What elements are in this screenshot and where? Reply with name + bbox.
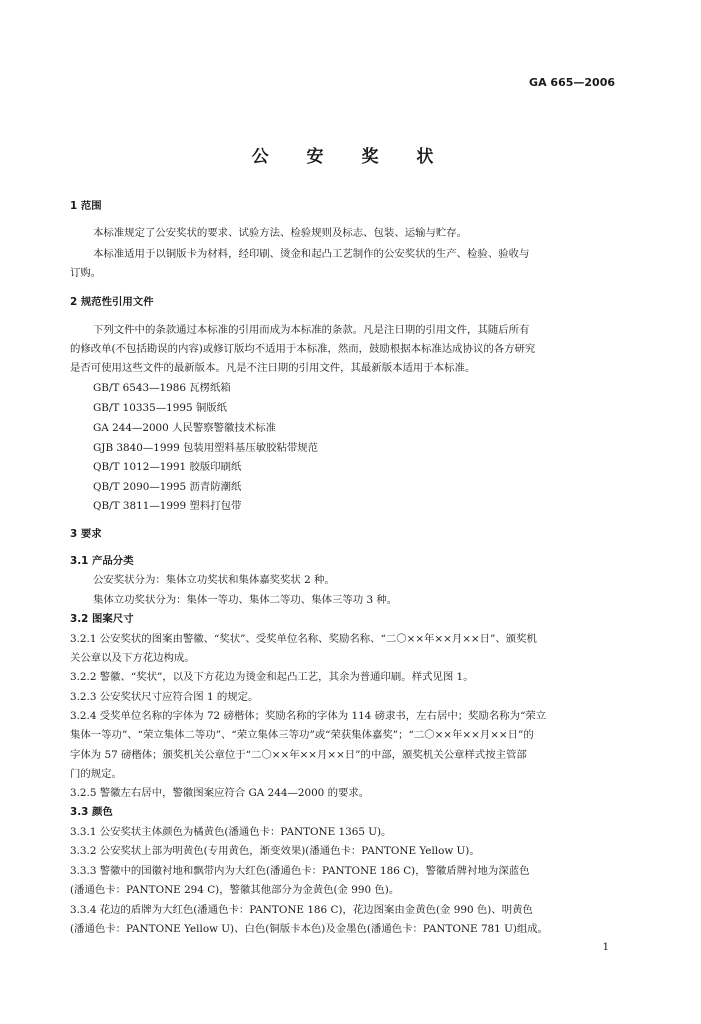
reference-item: QB/T 3811—1999 塑料打包带: [93, 500, 242, 512]
clause-line: 3.3.4 花边的盾牌为大红色(潘通色卡：PANTONE 186 C)，花边图案由金黄色(金 990 色)、明黄色: [70, 904, 533, 916]
paragraph-line: 是否可使用这些文件的最新版本。凡是不注日期的引用文件，其最新版本适用于本标准。: [70, 362, 476, 374]
section-heading: 3 要求: [70, 528, 102, 540]
paragraph-line: 集体立功奖状分为：集体一等功、集体二等功、集体三等功 3 种。: [93, 594, 398, 606]
clause-line: 3.2.3 公安奖状尺寸应符合图 1 的规定。: [70, 691, 259, 703]
paragraph-line: 本标准规定了公安奖状的要求、试验方法、检验规则及标志、包装、运输与贮存。: [93, 227, 468, 239]
clause-line: 字体为 57 磅楷体；颁奖机关公章位于“二〇××年××月××日”的中部，颁奖机关公章样式按主管部: [70, 749, 527, 761]
reference-item: GJB 3840—1999 包装用塑料基压敏胶粘带规范: [93, 442, 319, 454]
clause-line: 3.3.2 公安奖状上部为明黄色(专用黄色，渐变效果)(潘通色卡：PANTONE Yellow U)。: [70, 845, 480, 857]
clause-line: (潘通色卡：PANTONE 294 C)，警徽其他部分为金黄色(金 990 色)。: [70, 884, 400, 896]
clause-line: 3.2.2 警徽、“奖状”，以及下方花边为烫金和起凸工艺，其余为普通印刷。样式见图 1。: [70, 671, 474, 683]
standard-code: GA 665—2006: [529, 76, 615, 89]
clause-line: 3.3.3 警徽中的国徽衬地和飘带内为大红色(潘通色卡：PANTONE 186 C)，警徽盾牌衬地为深蓝色: [70, 865, 530, 877]
reference-item: QB/T 1012—1991 胶版印刷纸: [93, 461, 242, 473]
section-heading: 1 范围: [70, 200, 102, 212]
reference-item: GA 244—2000 人民警察警徽技术标准: [93, 422, 276, 434]
clause-line: 3.2.1 公安奖状的图案由警徽、“奖状”、受奖单位名称、奖励名称、“二〇××年××月××日”、颁奖机: [70, 633, 537, 645]
paragraph-line: 的修改单(不包括勘误的内容)或修订版均不适用于本标准，然而，鼓励根据本标准达成协议的各方研究: [70, 343, 536, 355]
paragraph-line: 本标准适用于以铜版卡为材料，经印刷、烫金和起凸工艺制作的公安奖状的生产、检验、验收与: [93, 248, 530, 260]
paragraph-line: 公安奖状分为：集体立功奖状和集体嘉奖奖状 2 种。: [93, 574, 335, 586]
clause-line: 3.2.5 警徽左右居中，警徽图案应符合 GA 244—2000 的要求。: [70, 787, 370, 799]
paragraph-line: 下列文件中的条款通过本标准的引用而成为本标准的条款。凡是注日期的引用文件，其随后所有: [93, 324, 530, 336]
subsection-heading: 3.3 颜色: [70, 806, 113, 818]
clause-line: 3.3.1 公安奖状主体颜色为橘黄色(潘通色卡：PANTONE 1365 U)。: [70, 826, 392, 838]
reference-item: GB/T 10335—1995 铜版纸: [93, 402, 228, 414]
clause-line: 门的规定。: [70, 768, 122, 780]
clause-line: 集体一等功”、“荣立集体二等功”、“荣立集体三等功”或“荣获集体嘉奖”；“二〇××年××月××日”的: [70, 729, 534, 741]
reference-item: QB/T 2090—1995 沥青防潮纸: [93, 481, 242, 493]
subsection-heading: 3.1 产品分类: [70, 555, 134, 567]
paragraph-line: 订购。: [70, 267, 102, 279]
clause-line: 3.2.4 受奖单位名称的字体为 72 磅楷体；奖励名称的字体为 114 磅隶书，左右居中；奖励名称为“荣立: [70, 710, 547, 722]
reference-item: GB/T 6543—1986 瓦楞纸箱: [93, 382, 231, 394]
section-heading: 2 规范性引用文件: [70, 296, 154, 308]
page-number: 1: [602, 942, 609, 953]
clause-line: 关公章以及下方花边构成。: [70, 652, 195, 664]
clause-line: (潘通色卡：PANTONE Yellow U)、白色(铜版卡本色)及金墨色(潘通色卡：PANTONE 781 U)组成。: [70, 923, 549, 935]
subsection-heading: 3.2 图案尺寸: [70, 613, 134, 625]
document-title: 公 安 奖 状: [251, 147, 450, 167]
